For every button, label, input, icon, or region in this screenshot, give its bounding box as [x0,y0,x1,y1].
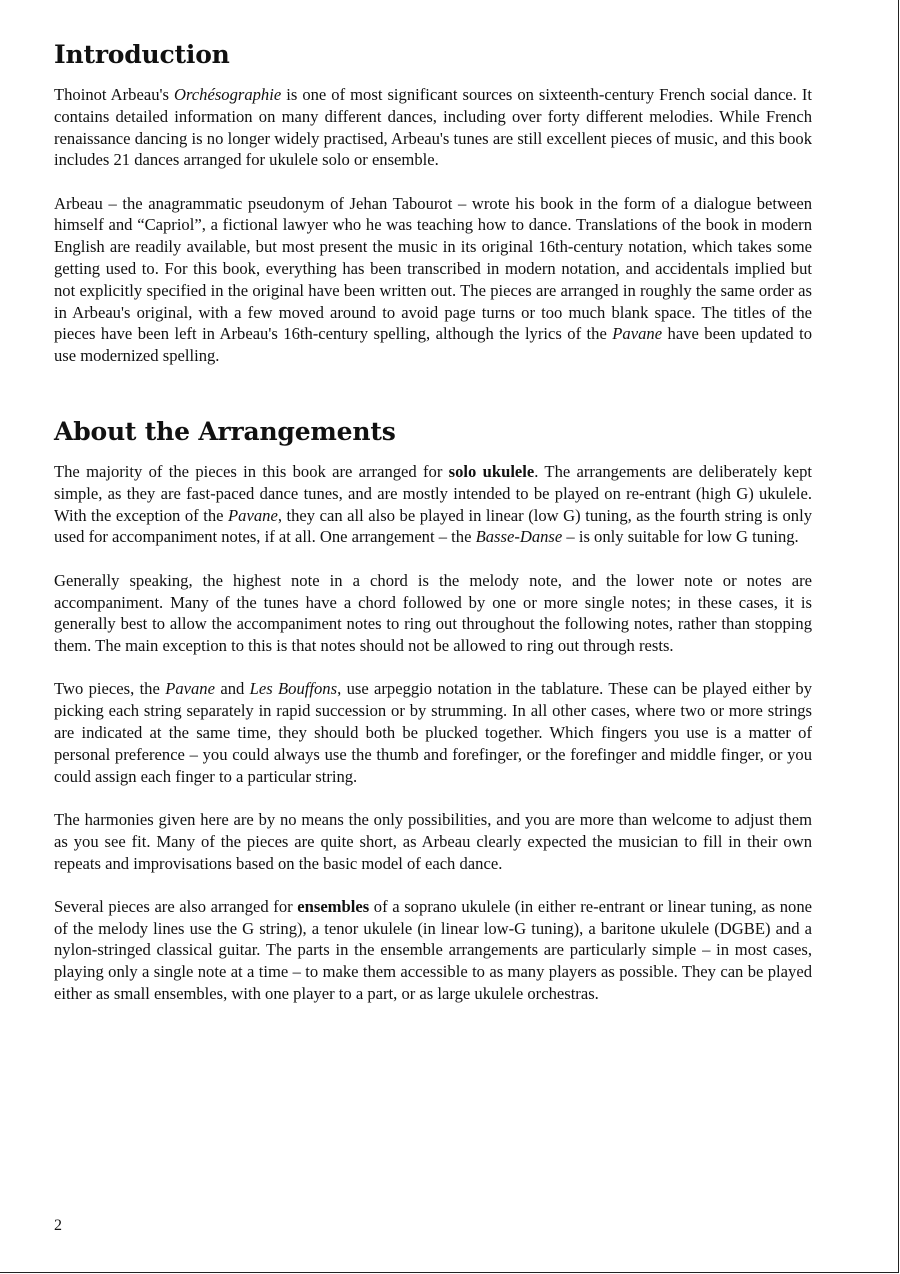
document-page [54,40,812,1026]
orchesographie-title: Orchésographie [173,85,282,104]
pavane-title: Pavane [228,505,278,525]
les-bouffons-title: Les Bouffons [249,679,338,699]
arrangements-heading: About the Arrangements [54,417,396,447]
basse-danse-title: Basse-Danse [475,527,563,547]
pavane-title: Pavane [165,679,215,699]
introduction-heading: Introduction [54,40,230,69]
ensembles-emphasis: ensembles [297,896,370,916]
page-number: 2 [54,1217,62,1234]
pavane-title: Pavane [612,324,663,344]
arrangements-paragraph-1: The majority of the pieces in this book are arranged for solo ukulele. The arrangements are deliberately kept simple, as they are fast-paced dance tunes, and are mostly intended to be played on re-entrant (high G) ukulele. With the exception of the Pavane, they can all also be played in linear (low G) tuning, as the fourth string is only used for accompaniment notes, if at all. One arrangement – the Basse-Danse – is only suitable for low G tuning. [54,462,812,547]
arrangements-paragraph-2: Generally speaking, the highest note in a chord is the melody note, and the lower note or notes are accompaniment. Many of the tunes have a chord followed by one or more single notes; in these cases, it is generally best to allow the accompaniment notes to ring out throughout the following notes, rather than stopping them. The main exception to this is that notes should not be allowed to ring out through rests. [54,570,812,656]
arrangements-paragraph-5: Several pieces are also arranged for ensembles of a soprano ukulele (in either re-entrant or linear tuning, as none of the melody lines use the G string), a tenor ukulele (in linear low-G tuning), a baritone ukulele (DGBE) and a nylon-stringed classical guitar. The parts in the ensemble arrangements are particularly simple – in most cases, playing only a single note at a time – to make them accessible to as many players as possible. They can be played either as small ensembles, with one player to a part, or as large ukulele orchestras. [54,896,812,1003]
arrangements-paragraph-4: The harmonies given here are by no means the only possibilities, and you are more than welcome to adjust them as you see fit. Many of the pieces are quite short, as Arbeau clearly expected the musician to fill in their own repeats and improvisations based on the basic model of each dance. [54,809,812,873]
solo-ukulele-emphasis: solo ukulele [448,462,535,482]
intro-paragraph-2: Arbeau – the anagrammatic pseudonym of Jehan Tabourot – wrote his book in the form of a dialogue between himself and “Capriol”, a fictional lawyer who he was teaching how to dance. Translations of the book in modern English are readily available, but most present the music in its original 16th-century notation, which takes some getting used to. For this book, everything has been transcribed in modern notation, and accidentals implied but not explicitly specified in the original have been written out. The pieces are arranged in roughly the same order as in Arbeau's original, with a few moved around to avoid page turns or too much blank space. The titles of the pieces have been left in Arbeau's 16th-century spelling, although the lyrics of the Pavane have been updated to use modernized spelling. [54,193,812,366]
intro-paragraph-1: Thoinot Arbeau's Orchésographie is one of most significant sources on sixteenth-century French social dance. It contains detailed information on many different dances, including over forty different melodies. While French renaissance dancing is no longer widely practised, Arbeau's tunes are still excellent pieces of music, and this book includes 21 dances arranged for ukulele solo or ensemble. [54,85,812,170]
arrangements-paragraph-3: Two pieces, the Pavane and Les Bouffons, use arpeggio notation in the tablature. These can be played either by picking each string separately in rapid succession or by strumming. In all other cases, where two or more strings are indicated at the same time, they should both be plucked together. Which fingers you use is a matter of personal preference – you could always use the thumb and forefinger, or the forefinger and middle finger, or you could assign each finger to a particular string. [54,679,812,786]
